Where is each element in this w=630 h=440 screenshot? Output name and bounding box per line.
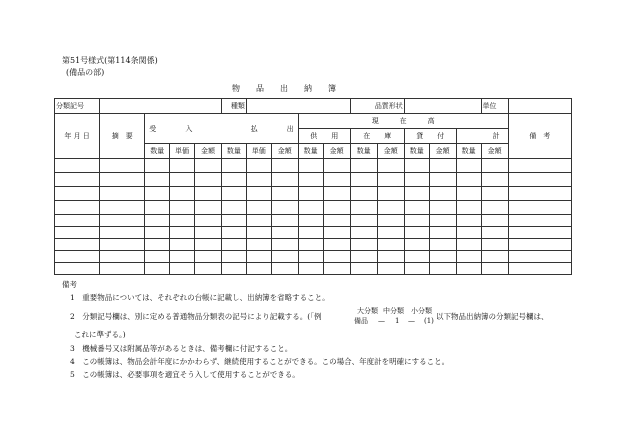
ledger-cell[interactable] — [100, 173, 145, 187]
info-row — [55, 99, 572, 114]
ledger-cell[interactable] — [246, 251, 271, 263]
loan-header: 貸 付 — [404, 129, 456, 144]
ledger-cell[interactable] — [298, 187, 323, 201]
ledger-cell[interactable] — [55, 263, 100, 275]
ledger-cell[interactable] — [508, 187, 571, 201]
pay-amount-header: 金額 — [271, 144, 298, 159]
date-header: 年 月 日 — [55, 114, 100, 159]
note-5: 5 この帳簿は、必要事項を適宜そう入して使用することができる。 — [70, 370, 300, 379]
classification-code-value[interactable] — [100, 99, 222, 114]
ledger-cell[interactable] — [508, 215, 571, 227]
ledger-cell[interactable] — [377, 263, 404, 275]
ledger-cell[interactable] — [481, 187, 508, 201]
supply-qty-header: 数量 — [298, 144, 323, 159]
receive-unit-price-header: 単価 — [170, 144, 195, 159]
ledger-cell[interactable] — [404, 159, 429, 173]
out-label: 出 — [286, 124, 294, 133]
ledger-cell[interactable] — [298, 227, 323, 239]
ledger-cell[interactable] — [377, 159, 404, 173]
ledger-cell[interactable] — [100, 227, 145, 239]
ledger-cell[interactable] — [298, 239, 323, 251]
ledger-cell[interactable] — [456, 215, 481, 227]
supply-header: 供 用 — [298, 129, 350, 144]
ledger-cell[interactable] — [145, 239, 170, 251]
ledger-cell[interactable] — [222, 215, 247, 227]
ledger-cell[interactable] — [456, 201, 481, 215]
ledger-cell[interactable] — [508, 263, 571, 275]
ledger-cell[interactable] — [246, 159, 271, 173]
ledger-cell[interactable] — [323, 187, 350, 201]
total-header: 計 — [456, 129, 508, 144]
table-row — [55, 187, 572, 201]
ledger-cell[interactable] — [456, 251, 481, 263]
ledger-cell[interactable] — [350, 215, 377, 227]
ledger-cell[interactable] — [404, 263, 429, 275]
table-row — [55, 239, 572, 251]
ledger-cell[interactable] — [404, 215, 429, 227]
ledger-cell[interactable] — [298, 159, 323, 173]
ledger-cell[interactable] — [100, 201, 145, 215]
ledger-cell[interactable] — [55, 159, 100, 173]
ledger-cell[interactable] — [222, 263, 247, 275]
ledger-cell[interactable] — [350, 187, 377, 201]
receive-label: 受 — [149, 124, 157, 133]
ledger-cell[interactable] — [377, 215, 404, 227]
stock-header: 在 庫 — [350, 129, 404, 144]
ledger-cell[interactable] — [222, 239, 247, 251]
ledger-cell[interactable] — [170, 187, 195, 201]
ledger-cell[interactable] — [429, 159, 456, 173]
ledger-cell[interactable] — [350, 263, 377, 275]
receive-qty-header: 数量 — [145, 144, 170, 159]
ledger-cell[interactable] — [429, 227, 456, 239]
ledger-cell[interactable] — [481, 263, 508, 275]
note-2-mid-value: 1 — [395, 317, 400, 325]
ledger-cell[interactable] — [194, 227, 221, 239]
pay-label: 払 — [250, 124, 258, 133]
ledger-cell[interactable] — [323, 263, 350, 275]
ledger-cell[interactable] — [194, 215, 221, 227]
loan-qty-header: 数量 — [404, 144, 429, 159]
ledger-cell[interactable] — [404, 251, 429, 263]
ledger-cell[interactable] — [170, 251, 195, 263]
current-balance-header: 現 在 高 — [298, 114, 508, 129]
ledger-cell[interactable] — [100, 187, 145, 201]
ledger-cell[interactable] — [298, 201, 323, 215]
ledger-cell[interactable] — [508, 201, 571, 215]
ledger-cell[interactable] — [404, 187, 429, 201]
ledger-cell[interactable] — [194, 187, 221, 201]
table-row — [55, 227, 572, 239]
ledger-cell[interactable] — [194, 239, 221, 251]
ledger-cell[interactable] — [298, 251, 323, 263]
ledger-cell[interactable] — [350, 251, 377, 263]
ledger-cell[interactable] — [55, 227, 100, 239]
ledger-cell[interactable] — [298, 215, 323, 227]
ledger-cell[interactable] — [350, 201, 377, 215]
ledger-cell[interactable] — [271, 159, 298, 173]
ledger-cell[interactable] — [323, 173, 350, 187]
pay-unit-price-header: 単価 — [246, 144, 271, 159]
ledger-cell[interactable] — [246, 239, 271, 251]
ledger-cell[interactable] — [429, 251, 456, 263]
ledger-cell[interactable] — [222, 227, 247, 239]
ledger-cell[interactable] — [194, 251, 221, 263]
ledger-cell[interactable] — [429, 263, 456, 275]
ledger-cell[interactable] — [429, 215, 456, 227]
ledger-cell[interactable] — [323, 201, 350, 215]
note-2-dash-2: — — [408, 317, 415, 325]
ledger-cell[interactable] — [271, 187, 298, 201]
ledger-cell[interactable] — [194, 263, 221, 275]
ledger-cell[interactable] — [429, 239, 456, 251]
note-2-continued: 以下物品出納簿の分類記号欄は、 — [436, 312, 549, 321]
note-4: 4 この帳簿は、物品会計年度にかかわらず、継続使用することができる。この場合、年度計を明確にすること。 — [70, 357, 450, 366]
ledger-cell[interactable] — [377, 201, 404, 215]
ledger-cell[interactable] — [170, 227, 195, 239]
ledger-cell[interactable] — [429, 173, 456, 187]
ledger-cell[interactable] — [323, 251, 350, 263]
stock-qty-header: 数量 — [350, 144, 377, 159]
ledger-cell[interactable] — [100, 263, 145, 275]
ledger-cell[interactable] — [222, 159, 247, 173]
ledger-cell[interactable] — [246, 263, 271, 275]
ledger-cell[interactable] — [456, 263, 481, 275]
ledger-cell[interactable] — [481, 159, 508, 173]
ledger-body — [55, 159, 572, 275]
ledger-cell[interactable] — [404, 239, 429, 251]
ledger-cell[interactable] — [170, 263, 195, 275]
ledger-cell[interactable] — [508, 227, 571, 239]
receive-amount-header: 金額 — [194, 144, 221, 159]
ledger-cell[interactable] — [271, 251, 298, 263]
note-2-start: 2 分類記号欄は、別に定める普通物品分類表の記号により記載する。(「例 — [70, 312, 322, 321]
ledger-cell[interactable] — [222, 201, 247, 215]
ledger-cell[interactable] — [323, 215, 350, 227]
page-title: 物 品 出 納 簿 — [232, 84, 336, 93]
note-2-minor-value: (1) — [424, 317, 434, 325]
ledger-cell[interactable] — [456, 239, 481, 251]
ledger-cell[interactable] — [194, 159, 221, 173]
ledger-cell[interactable] — [481, 227, 508, 239]
loan-amount-header: 金額 — [429, 144, 456, 159]
quality-shape-label: 品質形状 — [350, 99, 404, 114]
ledger-cell[interactable] — [481, 239, 508, 251]
ledger-cell[interactable] — [55, 173, 100, 187]
ledger-cell[interactable] — [145, 187, 170, 201]
ledger-cell[interactable] — [170, 173, 195, 187]
ledger-cell[interactable] — [271, 263, 298, 275]
note-2-major-label: 大分類 — [357, 307, 378, 315]
ledger-cell[interactable] — [145, 263, 170, 275]
table-row — [55, 251, 572, 263]
ledger-cell[interactable] — [145, 201, 170, 215]
ledger-cell[interactable] — [100, 251, 145, 263]
receive-pay-header — [145, 114, 298, 144]
ledger-cell[interactable] — [481, 201, 508, 215]
ledger-cell[interactable] — [456, 173, 481, 187]
ledger-cell[interactable] — [55, 201, 100, 215]
ledger-cell[interactable] — [456, 227, 481, 239]
ledger-cell[interactable] — [404, 201, 429, 215]
ledger-cell[interactable] — [246, 227, 271, 239]
ledger-cell[interactable] — [377, 239, 404, 251]
ledger-cell[interactable] — [323, 159, 350, 173]
ledger-cell[interactable] — [350, 227, 377, 239]
ledger-cell[interactable] — [404, 173, 429, 187]
type-value[interactable] — [246, 99, 350, 114]
unit-label: 単位 — [481, 99, 508, 114]
section-label: (備品の部) — [66, 68, 105, 77]
ledger-cell[interactable] — [350, 239, 377, 251]
ledger-table — [54, 98, 572, 275]
note-2-end: これに準ずる。) — [74, 330, 126, 339]
table-row — [55, 215, 572, 227]
ledger-cell[interactable] — [377, 173, 404, 187]
ledger-cell[interactable] — [246, 215, 271, 227]
note-1: 1 重要物品については、それぞれの台帳に記載し、出納簿を省略すること。 — [70, 293, 330, 302]
summary-header: 摘 要 — [100, 114, 145, 159]
ledger-cell[interactable] — [145, 251, 170, 263]
total-amount-header: 金額 — [481, 144, 508, 159]
stock-amount-header: 金額 — [377, 144, 404, 159]
ledger-cell[interactable] — [194, 201, 221, 215]
ledger-cell[interactable] — [145, 159, 170, 173]
ledger-cell[interactable] — [246, 173, 271, 187]
header-row-1 — [55, 114, 572, 129]
ledger-cell[interactable] — [271, 227, 298, 239]
note-2-minor-label: 小分類 — [411, 307, 432, 315]
classification-code-label: 分類記号 — [55, 99, 100, 114]
quality-shape-value[interactable] — [404, 99, 481, 114]
ledger-cell[interactable] — [456, 187, 481, 201]
ledger-cell[interactable] — [456, 159, 481, 173]
ledger-cell[interactable] — [170, 239, 195, 251]
ledger-cell[interactable] — [271, 201, 298, 215]
ledger-cell[interactable] — [429, 187, 456, 201]
ledger-cell[interactable] — [145, 227, 170, 239]
pay-qty-header: 数量 — [222, 144, 247, 159]
ledger-cell[interactable] — [222, 251, 247, 263]
ledger-cell[interactable] — [55, 215, 100, 227]
ledger-cell[interactable] — [429, 201, 456, 215]
unit-value[interactable] — [508, 99, 571, 114]
table-row — [55, 263, 572, 275]
ledger-cell[interactable] — [377, 187, 404, 201]
ledger-cell[interactable] — [271, 215, 298, 227]
table-row — [55, 201, 572, 215]
ledger-cell[interactable] — [100, 159, 145, 173]
ledger-cell[interactable] — [246, 187, 271, 201]
ledger-cell[interactable] — [100, 239, 145, 251]
ledger-cell[interactable] — [377, 251, 404, 263]
ledger-cell[interactable] — [222, 173, 247, 187]
ledger-cell[interactable] — [481, 215, 508, 227]
ledger-cell[interactable] — [55, 187, 100, 201]
ledger-cell[interactable] — [170, 215, 195, 227]
in-label: 入 — [185, 124, 193, 133]
type-label: 種類 — [222, 99, 247, 114]
ledger-cell[interactable] — [404, 227, 429, 239]
notes-heading: 備考 — [62, 280, 77, 289]
note-2-mid-label: 中分類 — [383, 307, 404, 315]
ledger-cell[interactable] — [246, 201, 271, 215]
supply-amount-header: 金額 — [323, 144, 350, 159]
ledger-cell[interactable] — [508, 251, 571, 263]
note-3: 3 機械番号又は附属品等があるときは、備考欄に付記すること。 — [70, 344, 293, 353]
table-row — [55, 173, 572, 187]
ledger-cell[interactable] — [350, 159, 377, 173]
ledger-cell[interactable] — [170, 159, 195, 173]
ledger-cell[interactable] — [323, 239, 350, 251]
ledger-cell[interactable] — [323, 227, 350, 239]
ledger-cell[interactable] — [271, 173, 298, 187]
ledger-cell[interactable] — [271, 239, 298, 251]
ledger-cell[interactable] — [100, 215, 145, 227]
ledger-cell[interactable] — [481, 173, 508, 187]
ledger-cell[interactable] — [194, 173, 221, 187]
ledger-cell[interactable] — [145, 173, 170, 187]
ledger-cell[interactable] — [481, 251, 508, 263]
total-qty-header: 数量 — [456, 144, 481, 159]
note-2-major-value: 備品 — [354, 317, 368, 325]
ledger-cell[interactable] — [508, 239, 571, 251]
ledger-cell[interactable] — [145, 215, 170, 227]
ledger-cell[interactable] — [508, 159, 571, 173]
ledger-cell[interactable] — [508, 173, 571, 187]
table-row — [55, 159, 572, 173]
remarks-header: 備 考 — [508, 114, 571, 159]
ledger-cell[interactable] — [377, 227, 404, 239]
ledger-cell[interactable] — [55, 239, 100, 251]
ledger-cell[interactable] — [298, 173, 323, 187]
form-number: 第51号様式(第114条関係) — [62, 56, 158, 65]
note-2-dash-1: — — [378, 317, 385, 325]
ledger-cell[interactable] — [55, 251, 100, 263]
ledger-cell[interactable] — [222, 187, 247, 201]
ledger-cell[interactable] — [170, 201, 195, 215]
ledger-cell[interactable] — [350, 173, 377, 187]
ledger-cell[interactable] — [298, 263, 323, 275]
